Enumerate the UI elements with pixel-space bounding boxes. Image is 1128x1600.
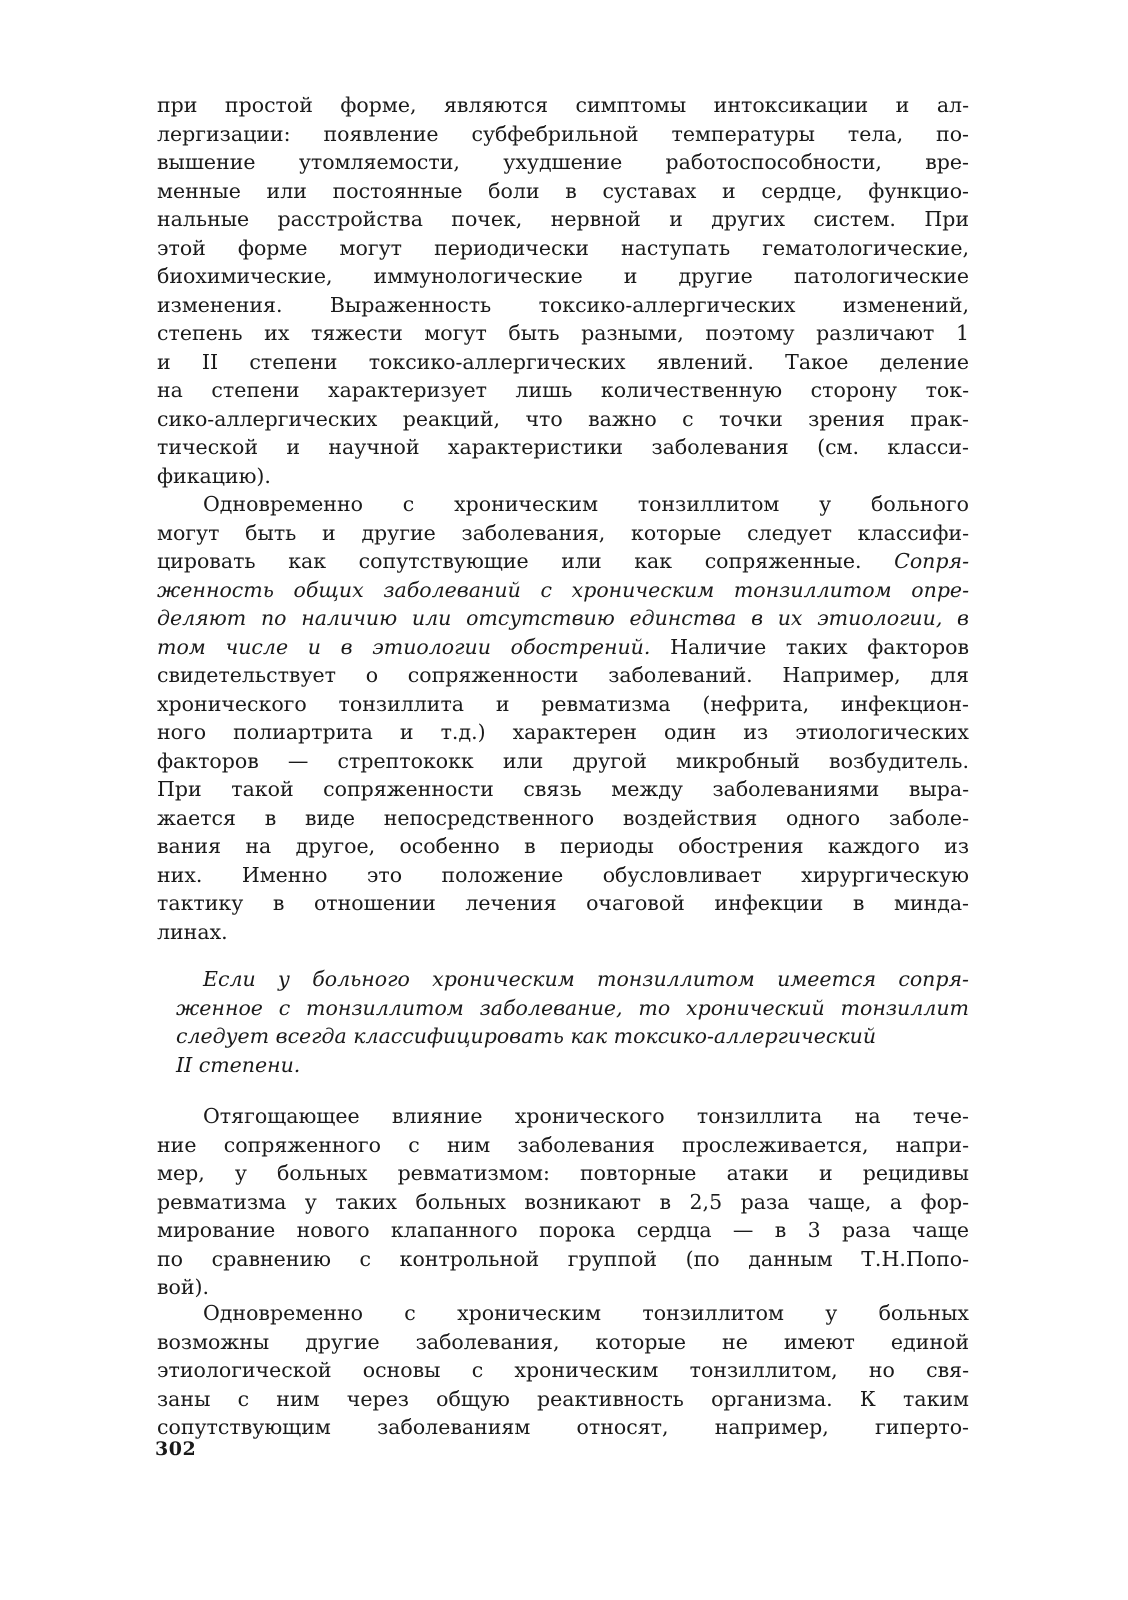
text-line-italic: Если у больного хроническим тонзиллитом имеется сопря- (203, 967, 969, 991)
text-line: по сравнению с контрольной группой (по данным Т.Н.Попо- (157, 1246, 969, 1271)
italic-statement (176, 965, 969, 1079)
text-line: линах. (157, 919, 228, 944)
text-line: ного полиартрита и т.д.) характерен один из этиологических (157, 720, 969, 744)
text-line: степень их тяжести могут быть разными, поэтому различают 1 (157, 321, 969, 345)
text-line: тической и научной характеристики заболевания (см. класси- (157, 435, 969, 459)
text-line: тактику в отношении лечения очаговой инфекции в минда- (157, 891, 969, 915)
paragraph-4 (157, 1299, 969, 1442)
text-line: При такой сопряженности связь между заболеваниями выра- (157, 777, 969, 801)
text-line: Одновременно с хроническим тонзиллитом у больного (203, 492, 969, 516)
text-line: заны с ним через общую реактивность организма. К таким (157, 1386, 969, 1411)
text-line: сико-аллергических реакций, что важно с точки зрения прак- (157, 406, 969, 431)
text-line: могут быть и другие заболевания, которые следует классифи- (157, 520, 969, 545)
text-line: нальные расстройства почек, нервной и других систем. При (157, 207, 969, 231)
text-line: биохимические, иммунологические и другие патологические (157, 264, 969, 288)
text-line: вышение утомляемости, ухудшение работоспособности, вре- (157, 150, 969, 174)
plain-text: Наличие таких факторов (650, 634, 969, 659)
text-line: и II степени токсико-аллергических явлений. Такое деление (157, 349, 969, 374)
text-line: мер, у больных ревматизмом: повторные атаки и рецидивы (157, 1161, 969, 1185)
text-line: при простой форме, являются симптомы интоксикации и ал- (157, 93, 969, 117)
page-number: 302 (155, 1438, 197, 1460)
italic-text: том числе и в этиологии обострений. (157, 634, 651, 659)
text-line: них. Именно это положение обусловливает хирургическую (157, 862, 969, 887)
text-line: жается в виде непосредственного воздействия одного заболе- (157, 805, 969, 830)
italic-text: Сопря- (894, 549, 969, 573)
text-line-italic: следует всегда классифицировать как токсико-аллергический (176, 1024, 877, 1048)
text-line: мирование нового клапанного порока сердца — в 3 раза чаще (157, 1218, 969, 1242)
text-line: Одновременно с хроническим тонзиллитом у больных (203, 1301, 969, 1325)
text-line: Отягощающее влияние хронического тонзиллита на тече- (203, 1104, 969, 1128)
text-line: на степени характеризует лишь количественную сторону ток- (157, 378, 969, 402)
text-line: вания на другое, особенно в периоды обострения каждого из (157, 834, 969, 858)
text-line-italic: женность общих заболеваний с хроническим тонзиллитом опре- (157, 577, 969, 602)
text-line: ревматизма у таких больных возникают в 2,5 раза чаще, а фор- (157, 1189, 969, 1214)
text-line: возможны другие заболевания, которые не имеют единой (157, 1329, 969, 1354)
text-line: лергизации: появление субфебрильной температуры тела, по- (157, 121, 969, 146)
text-line: свидетельствует о сопряженности заболеваний. Например, для (157, 663, 969, 687)
text-line: ние сопряженного с ним заболевания прослеживается, напри- (157, 1132, 969, 1157)
text-line-mixed (157, 547, 969, 576)
text-line: факторов — стрептококк или другой микробный возбудитель. (157, 748, 969, 773)
text-line-mixed (157, 633, 969, 662)
paragraph-2 (157, 490, 969, 946)
text-line-italic: II степени. (176, 1052, 301, 1077)
text-line: этой форме могут периодически наступать гематологические, (157, 235, 969, 260)
paragraph-3 (157, 1102, 969, 1302)
text-line: хронического тонзиллита и ревматизма (нефрита, инфекцион- (157, 691, 969, 716)
text-line: сопутствующим заболеваниям относят, например, гиперто- (157, 1415, 969, 1439)
text-line: изменения. Выраженность токсико-аллергических изменений, (157, 292, 969, 317)
text-line: этиологической основы с хроническим тонзиллитом, но свя- (157, 1358, 969, 1382)
text-line: вой). (157, 1275, 210, 1299)
plain-text: цировать как сопутствующие или как сопряженные. (157, 549, 895, 573)
text-line-italic: женное с тонзиллитом заболевание, то хронический тонзиллит (176, 995, 969, 1020)
text-line-italic: деляют по наличию или отсутствию единства в их этиологии, в (157, 606, 969, 630)
text-line: фикацию). (157, 463, 271, 488)
text-line: менные или постоянные боли в суставах и сердце, функцио- (157, 178, 969, 203)
paragraph-1 (157, 91, 969, 490)
